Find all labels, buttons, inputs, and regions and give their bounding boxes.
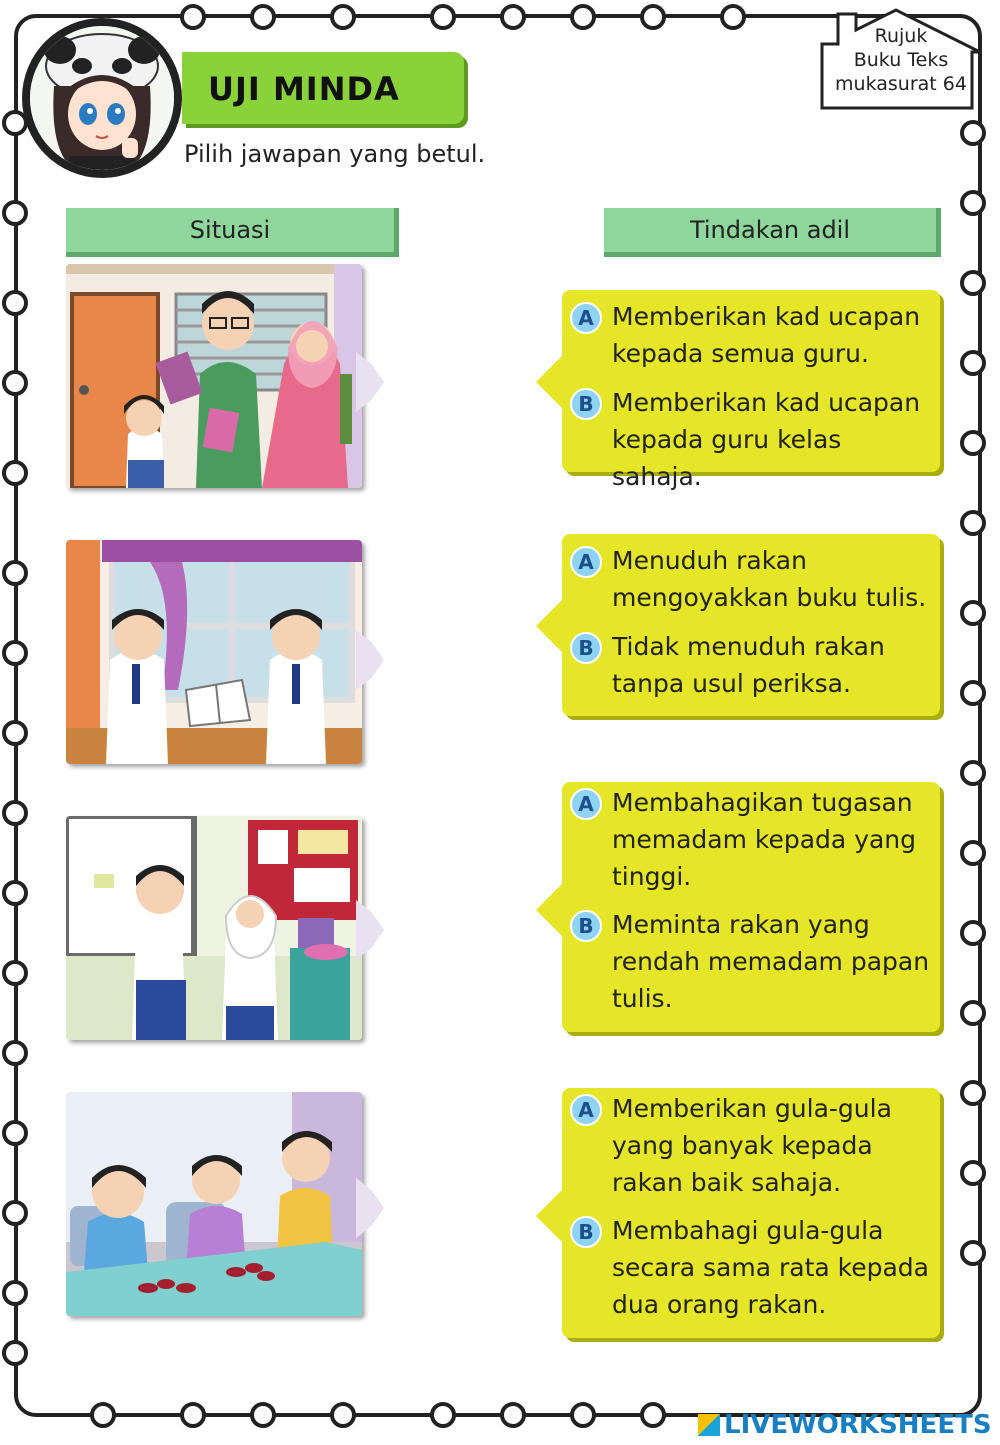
option-1a[interactable] bbox=[570, 298, 934, 372]
border-curl bbox=[330, 4, 356, 30]
option-text: Membahagi gula-gula secara sama rata kepada dua orang rakan. bbox=[612, 1216, 929, 1319]
answer-box-2 bbox=[562, 534, 940, 716]
border-curl bbox=[430, 1402, 456, 1428]
border-curl bbox=[330, 1402, 356, 1428]
answer-box-1 bbox=[562, 290, 940, 491]
border-curl bbox=[960, 1160, 986, 1186]
border-curl bbox=[2, 200, 28, 226]
border-curl bbox=[960, 1000, 986, 1026]
border-curl bbox=[90, 1402, 116, 1428]
border-curl bbox=[250, 1402, 276, 1428]
border-curl bbox=[2, 960, 28, 986]
option-badge: B bbox=[570, 1216, 602, 1248]
option-badge: B bbox=[570, 388, 602, 420]
border-curl bbox=[960, 760, 986, 786]
border-curl bbox=[2, 1120, 28, 1146]
option-badge: B bbox=[570, 910, 602, 942]
option-badge: A bbox=[570, 546, 602, 578]
option-text: Menuduh rakan mengoyakkan buku tulis. bbox=[612, 546, 927, 612]
border-curl bbox=[640, 1402, 666, 1428]
border-curl bbox=[720, 4, 746, 30]
textbook-reference bbox=[826, 24, 976, 96]
scene-cleaning-class bbox=[66, 816, 362, 1040]
option-text: Meminta rakan yang rendah memadam papan tulis. bbox=[612, 910, 930, 1013]
border-curl bbox=[2, 640, 28, 666]
border-curl bbox=[2, 1200, 28, 1226]
option-badge: A bbox=[570, 788, 602, 820]
border-curl bbox=[960, 1240, 986, 1266]
option-4a[interactable] bbox=[570, 1090, 934, 1201]
border-curl bbox=[2, 720, 28, 746]
border-curl bbox=[180, 1402, 206, 1428]
border-curl bbox=[960, 840, 986, 866]
border-curl bbox=[960, 1080, 986, 1106]
border-curl bbox=[2, 880, 28, 906]
border-curl bbox=[500, 1402, 526, 1428]
option-3b[interactable] bbox=[570, 906, 934, 1017]
reference-line-3: mukasurat 64 bbox=[835, 73, 967, 95]
brand-name: LIVEWORKSHEETS bbox=[724, 1410, 992, 1440]
reference-line-1: Rujuk bbox=[874, 25, 928, 47]
option-text: Memberikan gula-gula yang banyak kepada rakan baik sahaja. bbox=[612, 1094, 892, 1197]
option-4b[interactable] bbox=[570, 1212, 934, 1323]
border-curl bbox=[960, 680, 986, 706]
border-curl bbox=[2, 800, 28, 826]
border-curl bbox=[570, 1402, 596, 1428]
border-curl bbox=[430, 4, 456, 30]
border-curl bbox=[250, 4, 276, 30]
option-text: Memberikan kad ucapan kepada guru kelas sahaja. bbox=[612, 388, 921, 491]
border-curl bbox=[2, 1040, 28, 1066]
border-curl bbox=[960, 430, 986, 456]
border-curl bbox=[960, 120, 986, 146]
border-curl bbox=[960, 350, 986, 376]
option-badge: B bbox=[570, 632, 602, 664]
option-2a[interactable] bbox=[570, 542, 934, 616]
option-text: Memberikan kad ucapan kepada semua guru. bbox=[612, 302, 921, 368]
border-curl bbox=[2, 1340, 28, 1366]
option-badge: A bbox=[570, 1094, 602, 1126]
border-curl bbox=[960, 920, 986, 946]
liveworksheets-logo[interactable] bbox=[698, 1408, 994, 1442]
option-text: Tidak menuduh rakan tanpa usul periksa. bbox=[612, 632, 885, 698]
border-curl bbox=[2, 460, 28, 486]
option-text: Membahagikan tugasan memadam kepada yang tinggi. bbox=[612, 788, 917, 891]
title-banner bbox=[182, 52, 464, 124]
border-curl bbox=[570, 4, 596, 30]
option-3a[interactable] bbox=[570, 784, 934, 895]
border-curl bbox=[2, 560, 28, 586]
option-1b[interactable] bbox=[570, 384, 934, 495]
border-curl bbox=[960, 600, 986, 626]
border-curl bbox=[960, 510, 986, 536]
scene-teacher-cards bbox=[66, 264, 362, 488]
action-column-header: Tindakan adil bbox=[604, 208, 941, 257]
border-curl bbox=[2, 1280, 28, 1306]
reference-line-2: Buku Teks bbox=[853, 49, 949, 71]
border-curl bbox=[640, 4, 666, 30]
border-curl bbox=[180, 4, 206, 30]
option-badge: A bbox=[570, 302, 602, 334]
situation-column-header: Situasi bbox=[66, 208, 399, 257]
answer-box-3 bbox=[562, 782, 940, 1032]
option-2b[interactable] bbox=[570, 628, 934, 702]
mascot-illustration bbox=[30, 26, 174, 170]
border-curl bbox=[960, 190, 986, 216]
liveworksheets-icon bbox=[698, 1414, 720, 1436]
border-curl bbox=[960, 270, 986, 296]
answer-box-4 bbox=[562, 1088, 940, 1338]
scene-sharing-sweets bbox=[66, 1092, 362, 1316]
page-title: UJI MINDA bbox=[208, 70, 400, 108]
instruction-text: Pilih jawapan yang betul. bbox=[184, 140, 486, 168]
border-curl bbox=[2, 370, 28, 396]
scene-torn-book bbox=[66, 540, 362, 764]
panda-girl-mascot bbox=[22, 18, 182, 178]
border-curl bbox=[2, 290, 28, 316]
border-curl bbox=[500, 4, 526, 30]
